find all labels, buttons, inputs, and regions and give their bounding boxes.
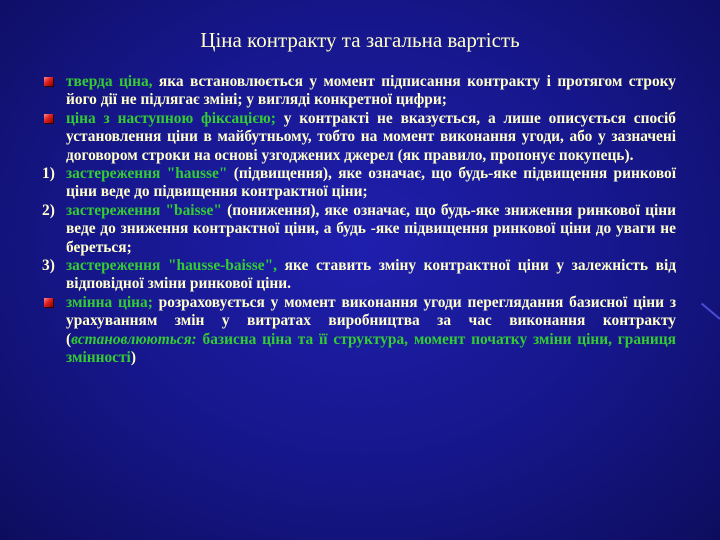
term: застереження "baisse" [66,201,222,219]
item-text: яка встановлюється у момент підписання контракту і протягом строку його дії не підлягає зміні; у вигляді конкретної цифри; [66,73,676,109]
term: застереження "hausse-baisse", [66,257,278,275]
list-item [40,110,676,165]
item-text-end: ) [130,349,136,367]
list-item [40,294,676,368]
term: застереження "hausse" [66,165,228,183]
term: ціна з наступною фіксацією; [66,109,276,127]
bullet-icon [44,77,53,86]
slide-title: Ціна контракту та загальна вартість [200,28,520,52]
item-number: 1) [42,165,55,183]
bullet-icon [44,298,53,307]
list-item [40,73,676,110]
item-text: яке ставить зміну контрактної ціни у залежність від відповідної зміни ринкової ціни. [66,257,677,293]
bullet-icon [44,114,53,123]
item-number: 3) [42,257,55,275]
item-text: у контракті не вказується, а лише описується спосіб установлення ціни в майбутньому, тобто на момент виконання угоди, або у зазначені договором строки на основі узгоджених джерел (як правило, пропонує покупець). [66,109,676,164]
item-text: (підвищення), яке означає, що будь-яке підвищення ринкової ціни веде до підвищення контрактної ціни; [66,165,677,201]
list-item [40,257,676,294]
list-item [40,165,676,202]
item-text: (пониження), яке означає, що будь-яке зниження ринкової ціни веде до зниження контрактної ціни, а будь -яке підвищення ринкової ціни до уваги не береться; [66,201,676,256]
slide-body [40,73,676,368]
item-text: розраховується у момент виконання угоди переглядання базисної ціни з урахуванням змін у витратах виробництва за час виконання контракту ( [66,293,676,348]
list-item [40,202,676,257]
italic-note: встановлюються: [71,330,197,348]
item-text-green: базисна ціна та її структура, момент початку зміни ціни, границя змінності [66,330,676,367]
item-number: 2) [42,201,55,219]
decorative-line [701,303,720,320]
term: змінна ціна; [66,293,153,311]
term: тверда ціна, [66,73,153,90]
